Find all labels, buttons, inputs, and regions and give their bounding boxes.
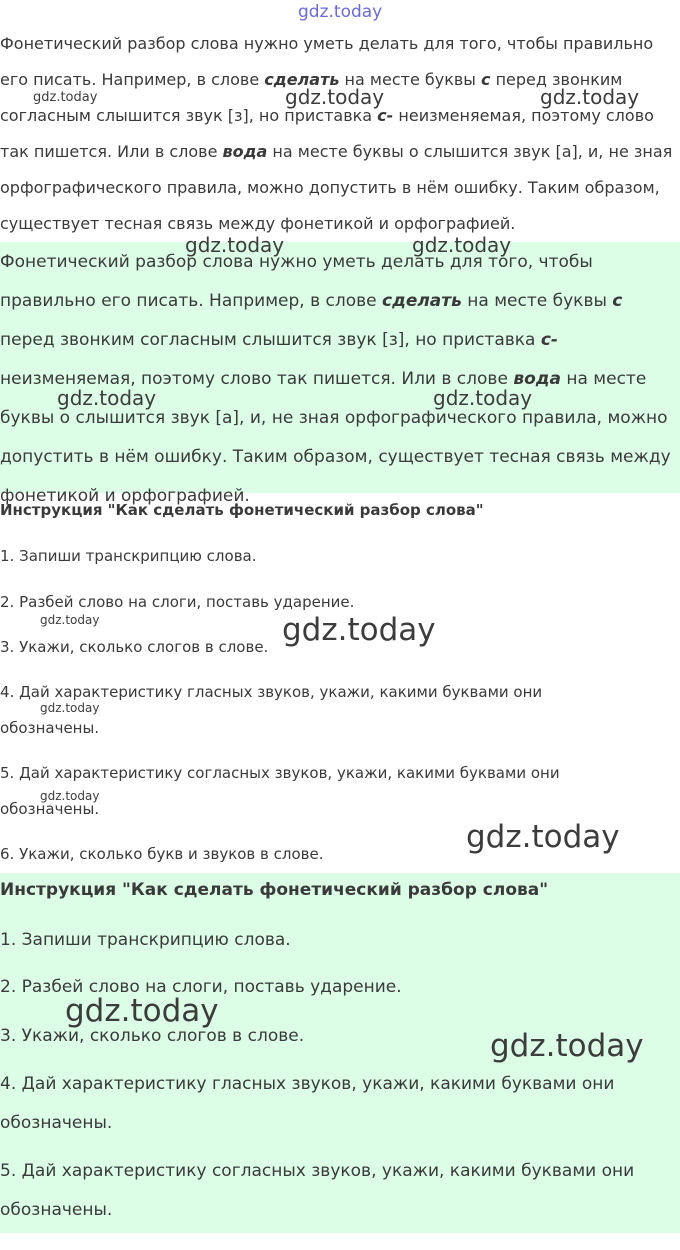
- watermark: gdz.today: [185, 233, 285, 257]
- paragraph-1-line: согласным слышится звук [з], но приставка с- неизменяемая, поэтому слово: [0, 106, 654, 125]
- instruction-step: 2. Разбей слово на слоги, поставь ударение.: [0, 593, 355, 611]
- paragraph-2-line: перед звонким согласным слышится звук [з], но приставка с-: [0, 330, 558, 350]
- paragraph-2-line: фонетикой и орфографией.: [0, 486, 250, 506]
- paragraph-2-line: правильно его писать. Например, в слове сделать на месте буквы с: [0, 291, 623, 311]
- instruction-step: 3. Укажи, сколько слогов в слове.: [0, 638, 269, 656]
- instruction-title: Инструкция "Как сделать фонетический разбор слова": [0, 501, 484, 519]
- paragraph-1-line: его писать. Например, в слове сделать на месте буквы с перед звонким: [0, 70, 623, 89]
- watermark: gdz.today: [65, 993, 219, 1029]
- watermark: gdz.today: [282, 612, 436, 648]
- instruction-block-1: [0, 498, 680, 873]
- watermark: gdz.today: [33, 90, 98, 105]
- paragraph-2-line: буквы о слышится звук [а], и, не зная орфографического правила, можно: [0, 408, 668, 428]
- emphasis-letter: с: [481, 70, 491, 89]
- watermark: gdz.today: [40, 613, 100, 627]
- instruction-step: 2. Разбей слово на слоги, поставь ударение.: [0, 977, 402, 997]
- emphasis-word: сделать: [264, 70, 340, 89]
- watermark: gdz.today: [57, 386, 157, 410]
- watermark: gdz.today: [298, 2, 383, 22]
- instruction-step: 4. Дай характеристику гласных звуков, укажи, какими буквами они: [0, 683, 543, 701]
- watermark: gdz.today: [466, 819, 620, 855]
- paragraph-1-line: Фонетический разбор слова нужно уметь делать для того, чтобы правильно: [0, 34, 654, 53]
- paragraph-1: [0, 26, 680, 242]
- watermark: gdz.today: [490, 1028, 644, 1064]
- emphasis-word: вода: [222, 142, 268, 161]
- emphasis-prefix: с-: [377, 106, 394, 125]
- watermark: gdz.today: [540, 85, 640, 109]
- watermark: gdz.today: [40, 789, 100, 803]
- paragraph-1-line: так пишется. Или в слове вода на месте буквы о слышится звук [а], и, не зная: [0, 142, 673, 161]
- paragraph-2-line: допустить в нём ошибку. Таким образом, существует тесная связь между: [0, 447, 671, 467]
- watermark: gdz.today: [40, 701, 100, 715]
- instruction-step: обозначены.: [0, 1200, 113, 1220]
- paragraph-1-line: существует тесная связь между фонетикой и орфографией.: [0, 214, 516, 233]
- emphasis-word: вода: [513, 369, 561, 389]
- paragraph-2-line: неизменяемая, поэтому слово так пишется. Или в слове вода на месте: [0, 369, 647, 389]
- watermark: gdz.today: [285, 85, 385, 109]
- emphasis-letter: с: [612, 291, 623, 311]
- instruction-step: обозначены.: [0, 800, 100, 818]
- instruction-step: 5. Дай характеристику согласных звуков, укажи, какими буквами они: [0, 764, 560, 782]
- instruction-step: обозначены.: [0, 1113, 113, 1133]
- instruction-title: Инструкция "Как сделать фонетический разбор слова": [0, 880, 549, 900]
- instruction-step: 6. Укажи, сколько букв и звуков в слове.: [0, 845, 324, 863]
- emphasis-prefix: с-: [540, 330, 558, 350]
- instruction-step: 5. Дай характеристику согласных звуков, укажи, какими буквами они: [0, 1161, 635, 1181]
- instruction-step: 4. Дай характеристику гласных звуков, укажи, какими буквами они: [0, 1074, 615, 1094]
- instruction-step: 3. Укажи, сколько слогов в слове.: [0, 1026, 305, 1046]
- instruction-step: обозначены.: [0, 719, 100, 737]
- paragraph-2: [0, 242, 680, 506]
- paragraph-1-line: орфографического правила, можно допустить в нём ошибку. Таким образом,: [0, 178, 660, 197]
- instruction-step: 1. Запиши транскрипцию слова.: [0, 930, 291, 950]
- instruction-step: 1. Запиши транскрипцию слова.: [0, 547, 257, 565]
- emphasis-word: сделать: [382, 291, 462, 311]
- paragraph-2-line: Фонетический разбор слова нужно уметь делать для того, чтобы: [0, 252, 593, 272]
- watermark: gdz.today: [412, 233, 512, 257]
- watermark: gdz.today: [433, 386, 533, 410]
